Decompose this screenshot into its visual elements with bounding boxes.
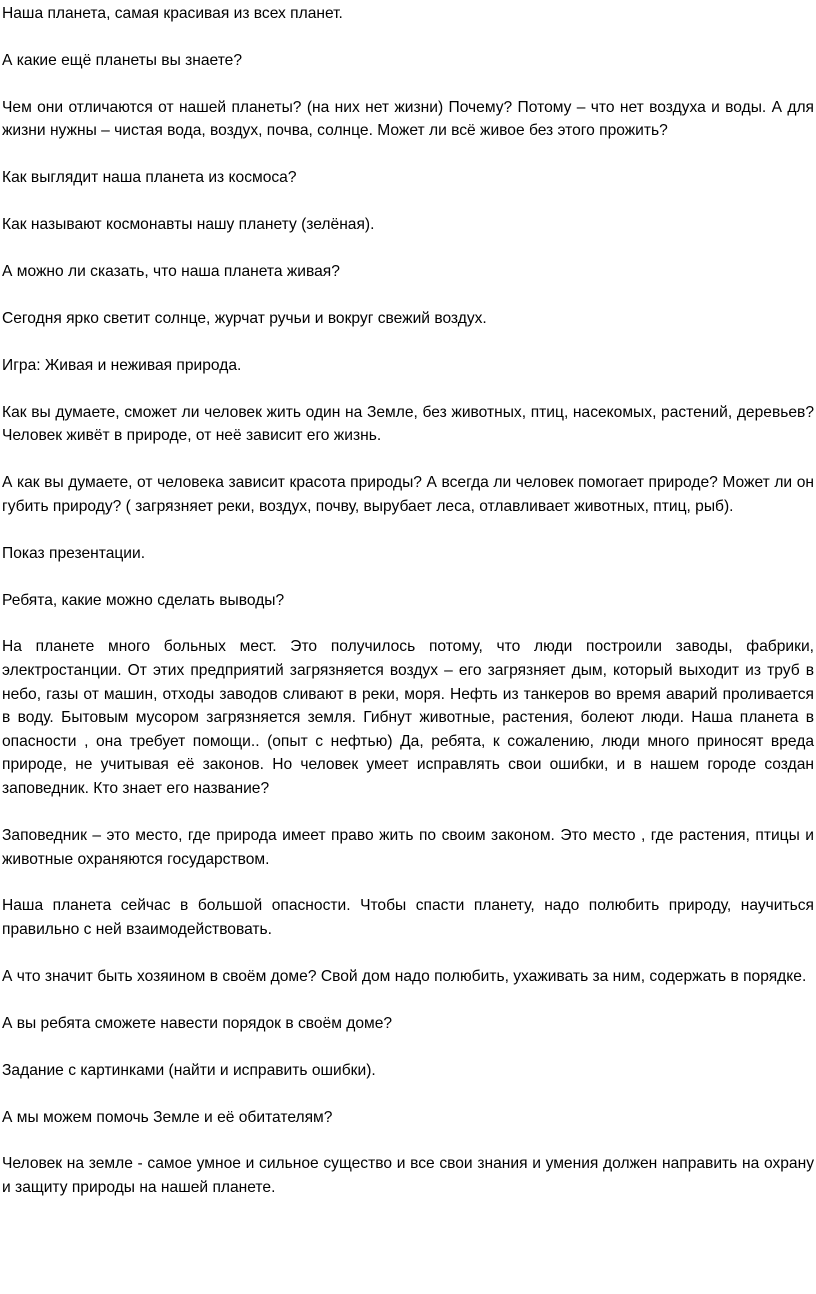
paragraph-20: Человек на земле - самое умное и сильное существо и все свои знания и умения должен направить на охрану и защиту природы на нашей планете. (2, 1155, 814, 1197)
paragraph-18: Задание с картинками (найти и исправить ошибки). (2, 1061, 376, 1079)
paragraph-5: Как называют космонавты нашу планету (зелёная). (2, 216, 375, 234)
paragraph-8: Игра: Живая и неживая природа. (2, 356, 242, 374)
paragraph-9: Как вы думаете, сможет ли человек жить один на Земле, без животных, птиц, насекомых, растений, деревьев? Человек живёт в природе, от неё зависит его жизнь. (2, 403, 814, 445)
paragraph-13: На планете много больных мест. Это получилось потому, что люди построили заводы, фабрики, электростанции. От этих предприятий загрязняется воздух – его загрязняет дым, который выходит из труб в небо, газы от машин, отходы заводов сливают в реки, моря. Нефть из танкеров во время аварий проливается в воду. Бытовым мусором загрязняется земля. Гибнут животные, растения, болеют люди. Наша планета в опасности , она требует помощи.. (опыт с нефтью) Да, ребята, к сожалению, люди много приносят вреда природе, не учитывая её законов. Но человек умеет исправлять свои ошибки, и в нашем городе создан заповедник. Кто знает его название? (2, 638, 814, 798)
paragraph-6: А можно ли сказать, что наша планета живая? (2, 263, 340, 281)
paragraph-19: А мы можем помочь Земле и её обитателям? (2, 1108, 333, 1126)
paragraph-1: Наша планета, самая красивая из всех планет. (2, 5, 343, 22)
paragraph-4: Как выглядит наша планета из космоса? (2, 169, 297, 187)
paragraph-3: Чем они отличаются от нашей планеты? (на них нет жизни) Почему? Потому – что нет воздуха и воды. А для жизни нужны – чистая вода, воздух, почва, солнце. Может ли всё живое без этого прожить? (2, 98, 814, 140)
paragraph-11: Показ презентации. (2, 544, 146, 562)
paragraph-10: А как вы думаете, от человека зависит красота природы? А всегда ли человек помогает природе? Может ли он губить природу? ( загрязняет реки, воздух, почву, вырубает леса, отлавливает животных, птиц, рыб). (2, 474, 814, 515)
paragraph-2: А какие ещё планеты вы знаете? (2, 51, 243, 69)
paragraph-16: А что значит быть хозяином в своём доме? Свой дом надо полюбить, ухаживать за ним, содержать в порядке. (2, 967, 807, 985)
paragraph-14: Заповедник – это место, где природа имеет право жить по своим законом. Это место , где растения, птицы и животные охраняются государством. (2, 826, 814, 868)
paragraph-12: Ребята, какие можно сделать выводы? (2, 591, 285, 609)
paragraph-15: Наша планета сейчас в большой опасности. Чтобы спасти планету, надо полюбить природу, научиться правильно с ней взаимодействовать. (2, 897, 814, 938)
paragraph-7: Сегодня ярко светит солнце, журчат ручьи и вокруг свежий воздух. (2, 309, 487, 327)
paragraph-17: А вы ребята сможете навести порядок в своём доме? (2, 1014, 393, 1032)
